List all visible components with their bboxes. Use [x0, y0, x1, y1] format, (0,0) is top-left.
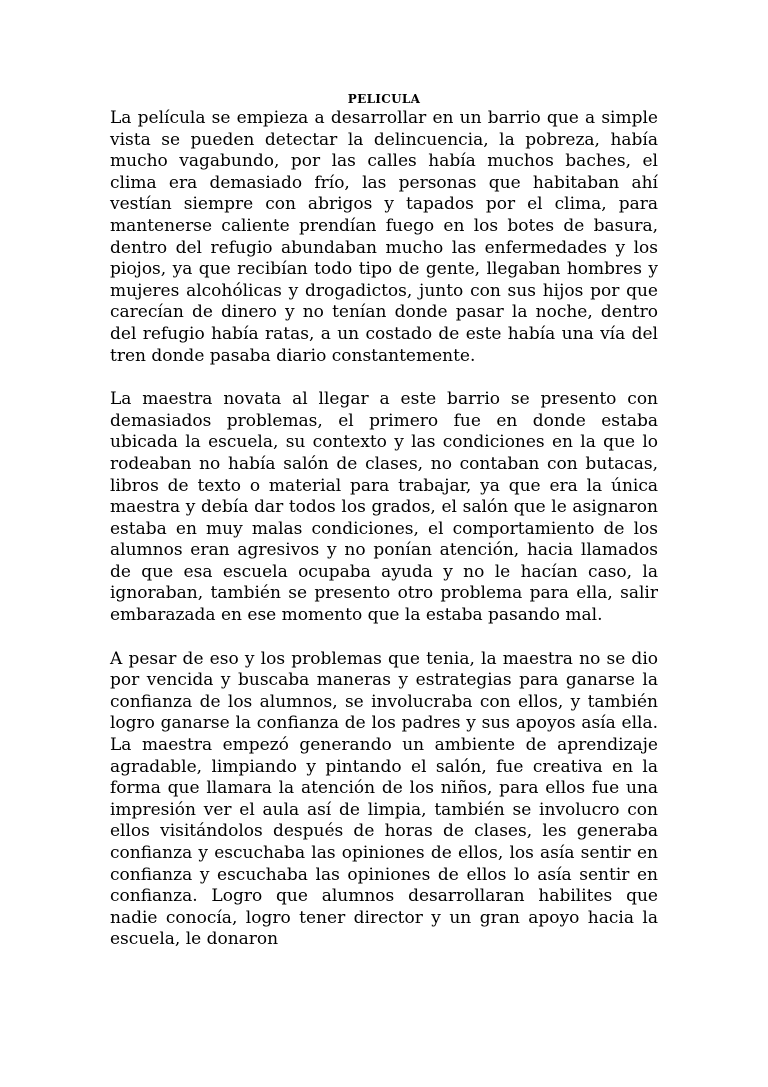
paragraph-3: A pesar de eso y los problemas que tenia, la maestra no se dio por vencida y buscaba maneras y estrategias para ganarse la confianza de los alumnos, se involucraba con ellos, y también logro ganarse la confianza de los padres y sus apoyos asía ella. La maestra empezó generando un ambiente de aprendizaje agradable, limpiando y pintando el salón, fue creativa en la forma que llamara la atención de los niños, para ellos fue una impresión ver el aula así de limpia, también se involucro con ellos visitándolos después de horas de clases, les generaba confianza y escuchaba las opiniones de ellos, los asía sentir en confianza y escuchaba las opiniones de ellos lo asía sentir en confianza. Logro que alumnos desarrollaran habilites que nadie conocía, logro tener director y un gran apoyo hacia la escuela, le donaron [110, 648, 658, 950]
paragraph-1: La película se empieza a desarrollar en un barrio que a simple vista se pueden detectar la delincuencia, la pobreza, había mucho vagabundo, por las calles había muchos baches, el clima era demasiado frío, las personas que habitaban ahí vestían siempre con abrigos y tapados por el clima, para mantenerse caliente prendían fuego en los botes de basura, dentro del refugio abundaban mucho las enfermedades y los piojos, ya que recibían todo tipo de gente, llegaban hombres y mujeres alcohólicas y drogadictos, junto con sus hijos por que carecían de dinero y no tenían donde pasar la noche, dentro del refugio había ratas, a un costado de este había una vía del tren donde pasaba diario constantemente. [110, 108, 658, 366]
document-page [110, 92, 658, 973]
document-title: PELICULA [347, 92, 421, 106]
paragraph-2: La maestra novata al llegar a este barrio se presento con demasiados problemas, el primero fue en donde estaba ubicada la escuela, su contexto y las condiciones en la que lo rodeaban no había salón de clases, no contaban con butacas, libros de texto o material para trabajar, ya que era la única maestra y debía dar todos los grados, el salón que le asignaron estaba en muy malas condiciones, el comportamiento de los alumnos eran agresivos y no ponían atención, hacia llamados de que esa escuela ocupaba ayuda y no le hacían caso, la ignoraban, también se presento otro problema para ella, salir embarazada en ese momento que la estaba pasando mal. [110, 389, 658, 626]
